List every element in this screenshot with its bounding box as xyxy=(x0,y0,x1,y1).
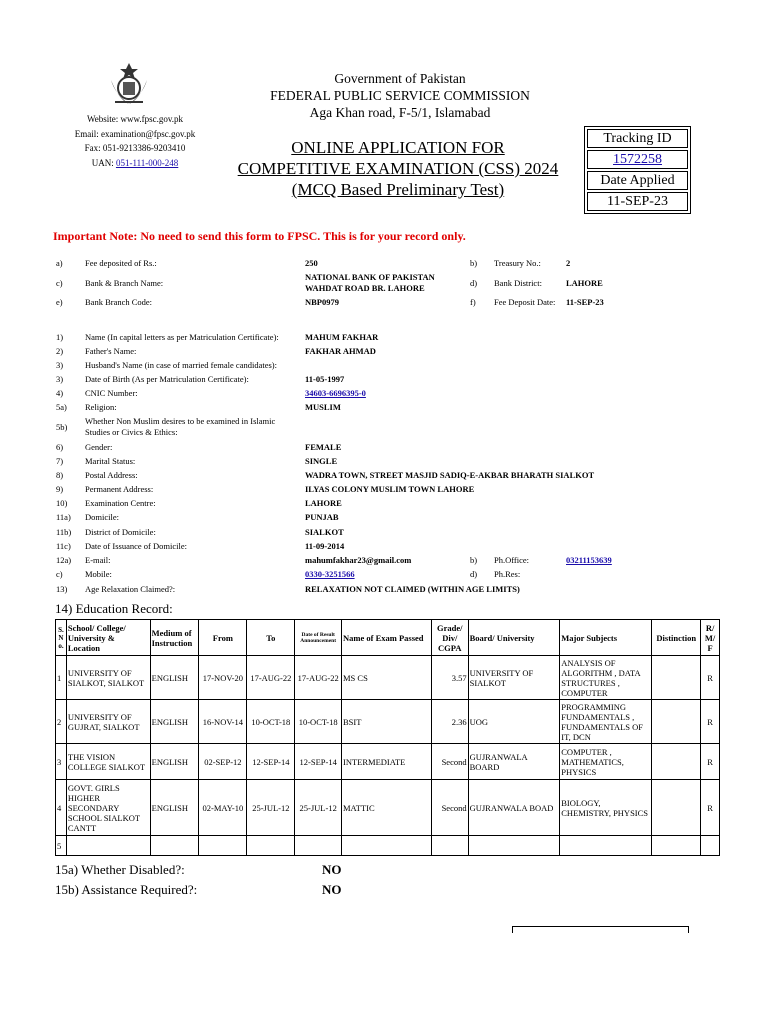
cell xyxy=(701,836,720,856)
cell xyxy=(342,836,432,856)
cell: R xyxy=(701,656,720,700)
uan-link[interactable]: 051-111-000-248 xyxy=(115,157,179,168)
col-board: Board/ University xyxy=(468,620,560,656)
row-number: d) xyxy=(470,278,478,288)
cell: 10-OCT-18 xyxy=(295,700,342,744)
field-label: Mobile: xyxy=(85,569,112,579)
field-label: E-mail: xyxy=(85,555,111,565)
cell: 4 xyxy=(56,780,67,836)
cell xyxy=(560,836,652,856)
important-note: Important Note: No need to send this form to FPSC. This is for your record only. xyxy=(53,229,466,243)
field-label: Gender: xyxy=(85,442,113,452)
cell: 17-NOV-20 xyxy=(199,656,247,700)
commission-heading: FEDERAL PUBLIC SERVICE COMMISSION xyxy=(270,88,530,103)
field-value: PUNJAB xyxy=(305,512,339,522)
col-sno: S. N o. xyxy=(56,620,67,656)
col-medium: Medium of Instruction xyxy=(150,620,199,656)
title-line-3: (MCQ Based Preliminary Test) xyxy=(291,180,505,199)
cell: 02-SEP-12 xyxy=(199,744,247,780)
cnic-link[interactable]: 34603-6696395-0 xyxy=(305,388,366,398)
col-to: To xyxy=(247,620,295,656)
cell: 25-JUL-12 xyxy=(247,780,295,836)
field-value: ILYAS COLONY MUSLIM TOWN LAHORE xyxy=(305,484,475,494)
row-number: 6) xyxy=(56,442,64,452)
fax-text: Fax: 051-9213386-9203410 xyxy=(84,143,186,153)
col-distinction: Distinction xyxy=(652,620,701,656)
fee-amount-label: Fee deposited of Rs.: xyxy=(85,258,157,268)
table-row xyxy=(56,700,720,744)
bank-name-label: Bank & Branch Name: xyxy=(85,278,164,288)
cell xyxy=(652,836,701,856)
disabled-question: 15a) Whether Disabled?: xyxy=(55,862,185,877)
cell: INTERMEDIATE xyxy=(342,744,432,780)
row-number: 2) xyxy=(56,346,64,356)
row-number: 11b) xyxy=(56,527,72,537)
cell: BSIT xyxy=(342,700,432,744)
assistance-answer: NO xyxy=(322,882,342,897)
cell: 25-JUL-12 xyxy=(295,780,342,836)
field-value: WADRA TOWN, STREET MASJID SADIQ-E-AKBAR BHARATH SIALKOT xyxy=(305,470,595,480)
row-number: 11c) xyxy=(56,541,71,551)
cell xyxy=(150,836,199,856)
cell xyxy=(199,836,247,856)
field-value: LAHORE xyxy=(305,498,342,508)
cell: UNIVERSITY OF GUJRAT, SIALKOT xyxy=(66,700,150,744)
branch-code-value: NBP0979 xyxy=(305,297,339,307)
address-heading: Aga Khan road, F-5/1, Islamabad xyxy=(309,105,491,120)
ph-office-label: Ph.Office: xyxy=(494,555,530,565)
field-label-line1: Whether Non Muslim desires to be examined in Islamic xyxy=(85,416,276,426)
cell: THE VISION COLLEGE SIALKOT xyxy=(66,744,150,780)
fee-amount-value: 250 xyxy=(305,258,318,268)
row-number: 1) xyxy=(56,332,64,342)
cell xyxy=(652,744,701,780)
table-row xyxy=(56,656,720,700)
cell: MS CS xyxy=(342,656,432,700)
cell: MATTIC xyxy=(342,780,432,836)
field-value: RELAXATION NOT CLAIMED (WITHIN AGE LIMITS) xyxy=(305,584,520,594)
cell: R xyxy=(701,780,720,836)
cell: 1 xyxy=(56,656,67,700)
date-applied-label: Date Applied xyxy=(587,171,688,190)
cell: 17-AUG-22 xyxy=(295,656,342,700)
disabled-answer: NO xyxy=(322,862,342,877)
cell xyxy=(652,700,701,744)
cell: R xyxy=(701,744,720,780)
field-label: District of Domicile: xyxy=(85,527,156,537)
cell: BIOLOGY, CHEMISTRY, PHYSICS xyxy=(560,780,652,836)
field-label: Marital Status: xyxy=(85,456,136,466)
cell: R xyxy=(701,700,720,744)
tracking-id-label: Tracking ID xyxy=(587,129,688,148)
date-applied-value: 11-SEP-23 xyxy=(587,192,688,211)
row-number: 9) xyxy=(56,484,64,494)
title-line-1: ONLINE APPLICATION FOR xyxy=(291,138,505,157)
field-label: Age Relaxation Claimed?: xyxy=(85,584,176,594)
field-label xyxy=(85,416,275,438)
row-number: 7) xyxy=(56,456,64,466)
field-value: 11-05-1997 xyxy=(305,374,345,384)
row-number: 13) xyxy=(56,584,68,594)
bank-name-value xyxy=(305,272,435,294)
field-label-line2: Studies or Civics & Ethics: xyxy=(85,427,178,437)
cell xyxy=(431,836,468,856)
field-label: CNIC Number: xyxy=(85,388,138,398)
field-value: FAKHAR AHMAD xyxy=(305,346,376,356)
col-school: School/ College/ University & Location xyxy=(66,620,150,656)
row-number: 10) xyxy=(56,498,68,508)
field-label: Postal Address: xyxy=(85,470,138,480)
cell: 02-MAY-10 xyxy=(199,780,247,836)
signature-box xyxy=(512,926,689,933)
cell: 17-AUG-22 xyxy=(247,656,295,700)
assistance-question: 15b) Assistance Required?: xyxy=(55,882,198,897)
tracking-box xyxy=(584,126,691,214)
cell xyxy=(247,836,295,856)
field-value: 11-09-2014 xyxy=(305,541,345,551)
ph-res-label: Ph.Res: xyxy=(494,569,521,579)
cell: GUJRANWALA BOARD xyxy=(468,744,560,780)
cell: ENGLISH xyxy=(150,744,199,780)
row-number: d) xyxy=(470,569,478,579)
field-label: Name (In capital letters as per Matriculation Certificate): xyxy=(85,332,279,342)
field-value: SIALKOT xyxy=(305,527,344,537)
treasury-value: 2 xyxy=(566,258,571,268)
deposit-date-label: Fee Deposit Date: xyxy=(494,297,556,307)
col-subjects: Major Subjects xyxy=(560,620,652,656)
cell xyxy=(652,780,701,836)
cell: 16-NOV-14 xyxy=(199,700,247,744)
row-number: c) xyxy=(56,278,63,288)
field-label: Religion: xyxy=(85,402,117,412)
row-number: 5b) xyxy=(56,422,68,432)
row-number: 3) xyxy=(56,360,64,370)
cell: UNIVERSITY OF SIALKOT xyxy=(468,656,560,700)
cell: ENGLISH xyxy=(150,656,199,700)
cell xyxy=(652,656,701,700)
table-row xyxy=(56,836,720,856)
row-number: 11a) xyxy=(56,512,71,522)
tracking-id-value[interactable]: 1572258 xyxy=(587,150,688,169)
col-exam: Name of Exam Passed xyxy=(342,620,432,656)
row-number: b) xyxy=(470,258,478,268)
table-row xyxy=(56,744,720,780)
field-label: Permanent Address: xyxy=(85,484,154,494)
field-label: Father's Name: xyxy=(85,346,137,356)
cell: 5 xyxy=(56,836,67,856)
uan-text xyxy=(60,156,210,171)
treasury-label: Treasury No.: xyxy=(494,258,541,268)
field-label: Domicile: xyxy=(85,512,119,522)
cell: Second xyxy=(431,780,468,836)
cell: UNIVERSITY OF SIALKOT, SIALKOT xyxy=(66,656,150,700)
field-value: MUSLIM xyxy=(305,402,341,412)
row-number: 12a) xyxy=(56,555,72,565)
mobile-link[interactable]: 0330-3251566 xyxy=(305,569,355,579)
field-label: Husband's Name (in case of married female candidates): xyxy=(85,360,277,370)
field-label: Date of Birth (As per Matriculation Certificate): xyxy=(85,374,249,384)
row-number: b) xyxy=(470,555,478,565)
cell: COMPUTER , MATHEMATICS, PHYSICS xyxy=(560,744,652,780)
cell: GUJRANWALA BOAD xyxy=(468,780,560,836)
cell: 10-OCT-18 xyxy=(247,700,295,744)
contact-info xyxy=(60,112,210,170)
cell: 2 xyxy=(56,700,67,744)
education-heading: 14) Education Record: xyxy=(55,601,173,616)
branch-code-label: Bank Branch Code: xyxy=(85,297,153,307)
table-row xyxy=(56,780,720,836)
row-number: f) xyxy=(470,297,476,307)
cell: GOVT. GIRLS HIGHER SECONDARY SCHOOL SIALKOT CANTT xyxy=(66,780,150,836)
col-from: From xyxy=(199,620,247,656)
row-number: 3) xyxy=(56,374,64,384)
gov-heading: Government of Pakistan xyxy=(334,71,466,86)
field-value: SINGLE xyxy=(305,456,338,466)
bank-district-label: Bank District: xyxy=(494,278,542,288)
government-emblem-icon xyxy=(105,60,153,108)
email-text: Email: examination@fpsc.gov.pk xyxy=(74,128,196,139)
cell: 12-SEP-14 xyxy=(295,744,342,780)
education-table xyxy=(55,619,720,856)
bank-district-value: LAHORE xyxy=(566,278,603,288)
title-line-2: COMPETITIVE EXAMINATION (CSS) 2024 xyxy=(237,159,559,178)
uan-label: UAN: xyxy=(91,157,116,168)
website-text: Website: www.fpsc.gov.pk xyxy=(86,114,184,124)
cell: ENGLISH xyxy=(150,700,199,744)
cell xyxy=(66,836,150,856)
ph-office-link[interactable]: 03211153639 xyxy=(566,555,612,565)
row-number: 5a) xyxy=(56,402,67,412)
field-label: Date of Issuance of Domicile: xyxy=(85,541,187,551)
col-rmf: R/ M/ F xyxy=(701,620,720,656)
cell xyxy=(295,836,342,856)
cell: 3 xyxy=(56,744,67,780)
table-header-row xyxy=(56,620,720,656)
cell xyxy=(468,836,560,856)
cell: 2.36 xyxy=(431,700,468,744)
row-number: 8) xyxy=(56,470,64,480)
field-label: Examination Centre: xyxy=(85,498,156,508)
bank-name-line1: NATIONAL BANK OF PAKISTAN xyxy=(305,272,435,282)
row-number: 4) xyxy=(56,388,64,398)
field-value: MAHUM FAKHAR xyxy=(305,332,379,342)
cell: ENGLISH xyxy=(150,780,199,836)
field-value: mahumfakhar23@gmail.com xyxy=(305,555,412,565)
deposit-date-value: 11-SEP-23 xyxy=(566,297,604,307)
cell: PROGRAMMING FUNDAMENTALS , FUNDAMENTALS OF IT, DCN xyxy=(560,700,652,744)
cell: 3.57 xyxy=(431,656,468,700)
row-number: e) xyxy=(56,297,63,307)
cell: 12-SEP-14 xyxy=(247,744,295,780)
col-result: Date of Result Announcement xyxy=(295,620,342,656)
cell: Second xyxy=(431,744,468,780)
row-number: c) xyxy=(56,569,63,579)
row-number: a) xyxy=(56,258,63,268)
bank-name-line2: WAHDAT ROAD BR. LAHORE xyxy=(305,283,425,293)
cell: UOG xyxy=(468,700,560,744)
page-title xyxy=(212,137,584,200)
cell: ANALYSIS OF ALGORITHM , DATA STRUCTURES , COMPUTER xyxy=(560,656,652,700)
col-grade: Grade/ Div/ CGPA xyxy=(431,620,468,656)
field-value: FEMALE xyxy=(305,442,342,452)
